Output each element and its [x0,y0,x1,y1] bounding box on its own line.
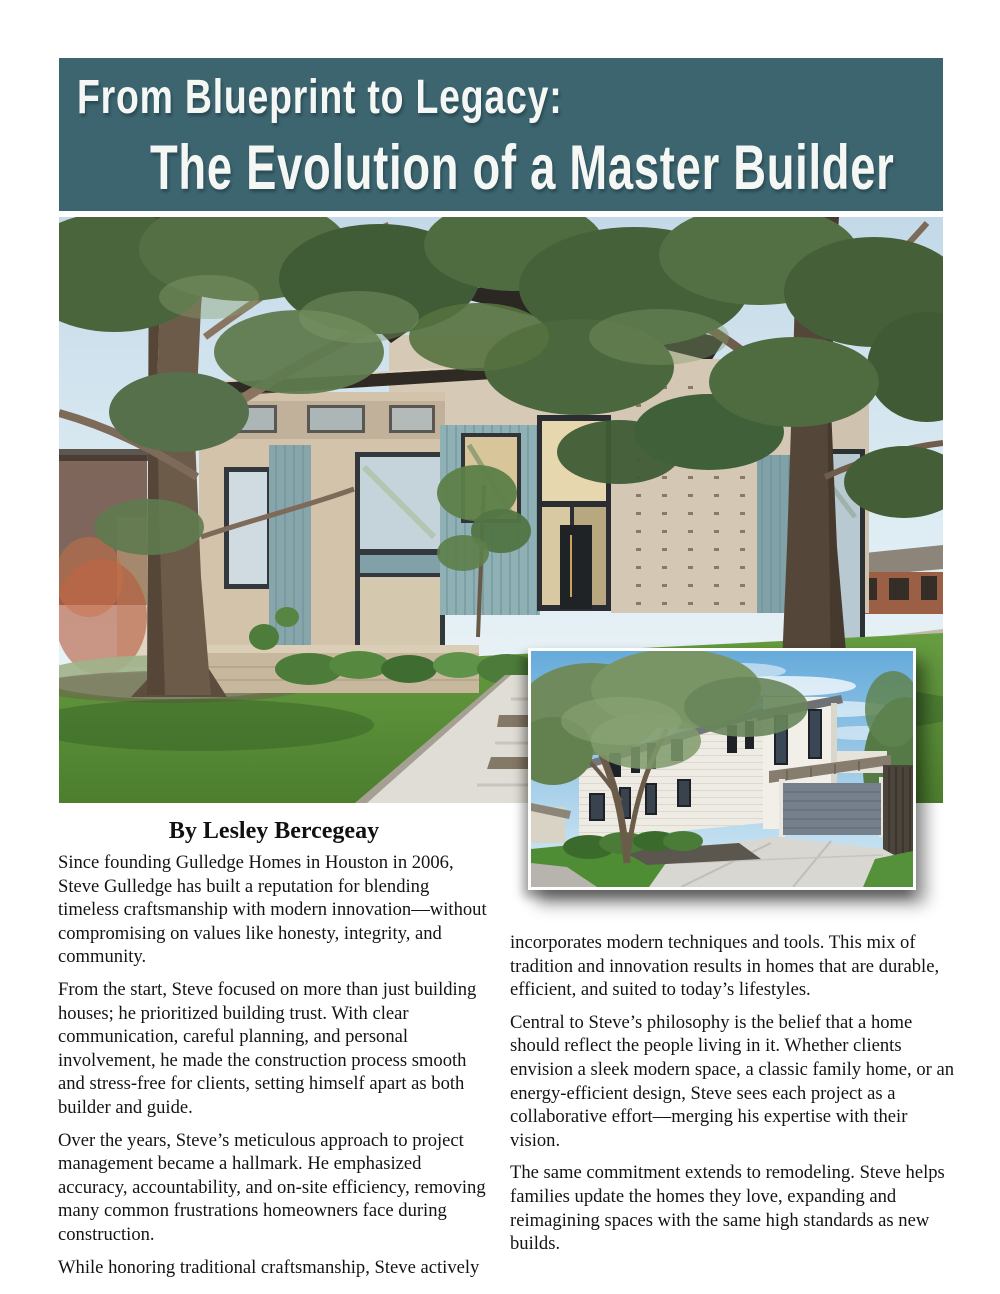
paragraph-left-1: Since founding Gulledge Homes in Houston in 2006, Steve Gulledge has built a reputation for blending timeless craftsmanship with modern innovation—without compromising on values like honesty, integrity, and community. [58,852,487,968]
paragraph-right-1: incorporates modern techniques and tools. This mix of tradition and innovation results in homes that are durable, efficient, and suited to today’s lifestyles. [510,932,940,1001]
title-banner [59,58,943,211]
paragraph-right-2: Central to Steve’s philosophy is the belief that a home should reflect the people living in it. Whether clients envision a sleek modern space, a classic family home, or an energy-efficient design, Steve sees each project as a collaborative effort—merging his expertise with their vision. [510,1011,955,1151]
article-right-column [510,931,960,1265]
paragraph-left-4: While honoring traditional craftsmanship, Steve actively [58,1256,480,1278]
paragraph-right-3: The same commitment extends to remodeling. Steve helps families update the homes they love, expanding and reimagining spaces with the same high standards as new builds. [510,1162,945,1255]
byline: By Lesley Bercegeay [168,818,380,844]
article-left-column [58,851,494,1288]
paragraph-left-2: From the start, Steve focused on more than just building houses; he prioritized building trust. With clear communication, careful planning, and personal involvement, he made the construction process smooth and stress-free for clients, setting himself apart as both builder and guide. [58,978,477,1118]
inset-photo-illustration [531,651,913,887]
paragraph-left-3: Over the years, Steve’s meticulous approach to project management became a hallmark. He emphasized accuracy, accountability, and on-site efficiency, removing many common frustrations homeowners face during construction. [58,1129,486,1245]
inset-photo [528,648,916,890]
title-line-1: From Blueprint to Legacy: [77,71,563,124]
title-line-2: The Evolution of a Master Builder [150,133,895,203]
